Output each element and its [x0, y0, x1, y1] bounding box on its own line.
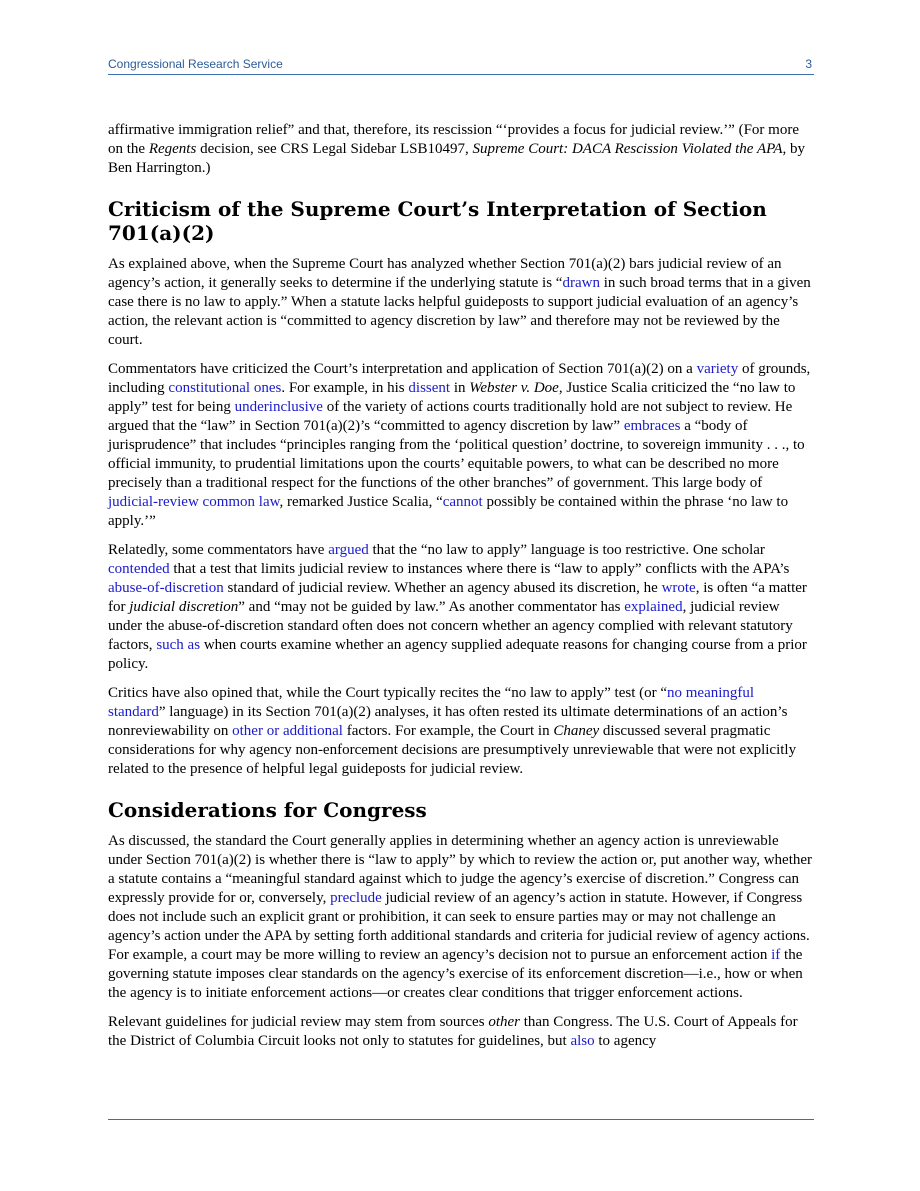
- text: Relatedly, some commentators have: [108, 542, 329, 558]
- text: discussed several pragmatic considerations for why agency non-enforcement decisions are presumptively unreviewable that were not explicitly related to the presence of helpful legal guideposts for judicial review.: [108, 723, 797, 777]
- document-body: [108, 121, 814, 1061]
- text: when courts examine whether an agency supplied adequate reasons for changing course from a prior policy.: [108, 637, 807, 672]
- intro-paragraph: [108, 121, 814, 178]
- footer-divider: [108, 1119, 814, 1120]
- text: that a test that limits judicial review to instances where there is “law to apply” conflicts with the APA’s: [169, 561, 790, 577]
- link-such-as[interactable]: such as: [156, 637, 201, 653]
- case-name: Regents: [148, 141, 197, 157]
- text: Relevant guidelines for judicial review may stem from sources: [108, 1014, 489, 1030]
- link-abuse-of-discretion[interactable]: abuse-of-discretion: [108, 580, 224, 596]
- link-preclude[interactable]: preclude: [330, 890, 382, 906]
- text: . For example, in his: [281, 380, 409, 396]
- text: , is often “a matter for: [108, 580, 807, 615]
- text: Commentators have criticized the Court’s interpretation and application of Section 701(a)(2) on a: [108, 361, 697, 377]
- link-other-or-additional[interactable]: other or additional: [232, 723, 343, 739]
- link-dissent[interactable]: dissent: [408, 380, 451, 396]
- section-heading-criticism: Criticism of the Supreme Court’s Interpretation of Section 701(a)(2): [108, 197, 767, 245]
- text: As explained above, when the Supreme Court has analyzed whether Section 701(a)(2) bars judicial review of an agency’s action, it generally seeks to determine if the underlying statute is “: [108, 256, 782, 291]
- text: of grounds, including: [108, 361, 811, 396]
- text: As discussed, the standard the Court generally applies in determining whether an agency action is unreviewable under Section 701(a)(2) is whether there is “law to apply” by which to review the action or, put another way, whether a statute contains a “meaningful standard against which to judge the agency’s exercise of discretion.” Congress can expressly provide for or, conversely,: [108, 833, 813, 906]
- text: ” language) in its Section 701(a)(2) analyses, it has often rested its ultimate determinations of an action’s nonreviewability on: [108, 704, 788, 739]
- link-underinclusive[interactable]: underinclusive: [234, 399, 323, 415]
- link-wrote[interactable]: wrote: [661, 580, 696, 596]
- page-number: 3: [805, 57, 812, 71]
- emphasis: judicial discretion: [129, 599, 239, 615]
- section-heading-considerations: Considerations for Congress: [108, 798, 427, 822]
- link-also[interactable]: also: [570, 1033, 595, 1049]
- text: ” and “may not be guided by law.” As another commentator has: [238, 599, 625, 615]
- sidebar-title: Supreme Court: DACA Rescission Violated the APA: [472, 141, 783, 157]
- paragraph: [108, 832, 814, 1003]
- link-contended[interactable]: contended: [108, 561, 170, 577]
- link-constitutional-ones[interactable]: constitutional ones: [168, 380, 282, 396]
- link-if[interactable]: if: [771, 947, 781, 963]
- text: judicial review of an agency’s action in statute. However, if Congress does not include such an explicit grant or prohibition, it can seek to ensure parties may or may not challenge an agency’s action under the APA by setting forth additional standards and criteria for judicial review of agency actions. For example, a court may be more willing to review an agency’s decision not to pursue an enforcement action: [108, 890, 810, 963]
- paragraph: [108, 684, 814, 779]
- text: a “body of jurisprudence” that includes “principles ranging from the ‘political question’ doctrine, to sovereign immunity . . ., to official immunity, to prudential limitations upon the courts’ equitable powers, to what can be described no more precisely than a traditional respect for the functions of the other branches” of government. This large body of: [108, 418, 805, 491]
- text: , Justice Scalia criticized the “no law to apply” test for being: [108, 380, 796, 415]
- emphasis: other: [488, 1014, 520, 1030]
- text: , judicial review under the abuse-of-discretion standard often does not concern whether an agency complied with relevant statutory factors,: [108, 599, 793, 653]
- text: factors. For example, the Court in: [342, 723, 554, 739]
- link-argued[interactable]: argued: [328, 542, 369, 558]
- text: in: [450, 380, 470, 396]
- link-explained[interactable]: explained: [624, 599, 683, 615]
- text: to agency: [594, 1033, 657, 1049]
- paragraph: [108, 1013, 814, 1051]
- text: that the “no law to apply” language is too restrictive. One scholar: [368, 542, 765, 558]
- text: in such broad terms that in a given case there is no law to apply.” When a statute lacks helpful guideposts to support judicial evaluation of an agency’s action, the relevant action is “committed to agency discretion by law” and therefore may not be reviewed by the court.: [108, 275, 811, 348]
- text: , remarked Justice Scalia, “: [279, 494, 443, 510]
- text: standard of judicial review. Whether an agency abused its discretion, he: [223, 580, 662, 596]
- link-drawn[interactable]: drawn: [562, 275, 600, 291]
- text: the governing statute imposes clear standards on the agency’s exercise of its enforcement discretion—i.e., how or when the agency is to initiate enforcement actions—or creates clear conditions that trigger enforcement actions.: [108, 947, 803, 1001]
- text: of the variety of actions courts traditionally hold are not subject to review. He argued that the “law” in Section 701(a)(2)’s “committed to agency discretion by law”: [108, 399, 793, 434]
- link-embraces[interactable]: embraces: [623, 418, 681, 434]
- paragraph: [108, 541, 814, 674]
- paragraph: [108, 255, 814, 350]
- link-judicial-review-common-law[interactable]: judicial-review common law: [108, 494, 280, 510]
- page-header: [108, 57, 814, 75]
- paragraph: [108, 360, 814, 531]
- text: than Congress. The U.S. Court of Appeals for the District of Columbia Circuit looks not only to statutes for guidelines, but: [108, 1014, 798, 1049]
- text: Critics have also opined that, while the Court typically recites the “no law to apply” test (or “: [108, 685, 668, 701]
- text: , by Ben Harrington.): [108, 141, 805, 176]
- text: affirmative immigration relief” and that, therefore, its rescission “‘provides a focus for judicial review.’” (For more on the: [108, 122, 799, 157]
- case-name: Chaney: [553, 723, 600, 739]
- header-org: Congressional Research Service: [108, 57, 283, 71]
- text: possibly be contained within the phrase ‘no law to apply.’”: [108, 494, 789, 529]
- link-no-meaningful-standard[interactable]: no meaningful standard: [108, 685, 755, 720]
- link-cannot[interactable]: cannot: [442, 494, 483, 510]
- case-name: Webster v. Doe: [469, 380, 559, 396]
- text: decision, see CRS Legal Sidebar LSB10497,: [196, 141, 473, 157]
- link-variety[interactable]: variety: [696, 361, 739, 377]
